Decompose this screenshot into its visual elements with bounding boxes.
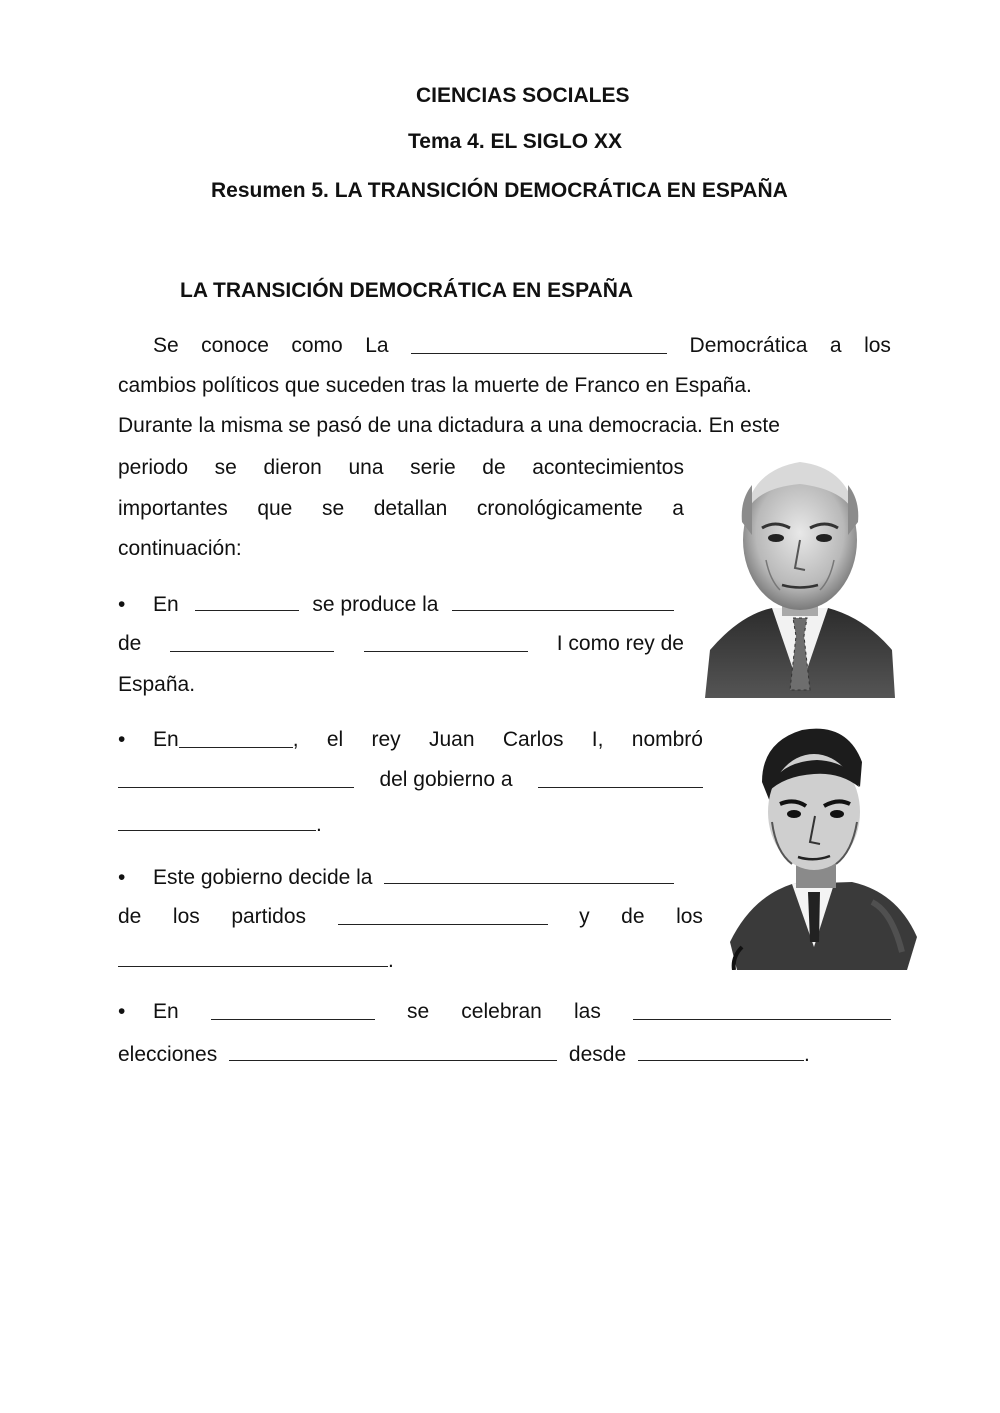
blank-year-1[interactable] — [195, 590, 299, 611]
intro-line-5: importantes que se detallan cronológicamente a — [118, 497, 684, 520]
portrait-king-image — [700, 440, 900, 698]
blank-democratic[interactable] — [229, 1040, 557, 1061]
section-title: LA TRANSICIÓN DEMOCRÁTICA EN ESPAÑA — [180, 279, 634, 302]
list-item-1-line-2: de I como rey de — [118, 632, 684, 655]
intro-line-6: continuación: — [118, 537, 242, 560]
blank-parties[interactable] — [338, 904, 548, 925]
summary-title: Resumen 5. LA TRANSICIÓN DEMOCRÁTICA EN ESPAÑA — [211, 179, 788, 202]
topic-title: Tema 4. EL SIGLO XX — [408, 130, 622, 153]
intro-line-4: periodo se dieron una serie de acontecimientos — [118, 456, 684, 479]
list-item-1-line-3: España. — [118, 673, 196, 696]
list-item-2-line-2: del gobierno a — [118, 767, 703, 793]
blank-unions[interactable] — [118, 946, 388, 967]
list-item-3-line-1: • Este gobierno decide la — [118, 863, 674, 891]
blank-position[interactable] — [118, 767, 354, 788]
list-item-2-line-1: • En , el rey Juan Carlos I, nombró — [118, 728, 703, 751]
blank-transicion[interactable] — [411, 333, 667, 354]
intro-line-1: Se conoce como La Democrática a los — [153, 334, 891, 357]
blank-event-1[interactable] — [452, 590, 674, 611]
subject-title: CIENCIAS SOCIALES — [416, 84, 630, 107]
intro-line-3: Durante la misma se pasó de una dictadura a una democracia. En este — [118, 414, 780, 437]
blank-first[interactable] — [633, 999, 891, 1020]
blank-person-1[interactable] — [538, 767, 703, 788]
list-item-1-line-1: • En se produce la — [118, 590, 674, 618]
blank-legalization[interactable] — [384, 863, 674, 884]
list-item-4-line-1: • En se celebran las — [118, 999, 891, 1025]
blank-year-2[interactable] — [179, 727, 293, 748]
list-item-2-line-3: . — [118, 810, 322, 838]
blank-since[interactable] — [638, 1040, 804, 1061]
list-item-3-line-3: . — [118, 946, 394, 974]
blank-year-4[interactable] — [211, 999, 375, 1020]
list-item-4-line-2: elecciones desde . — [118, 1040, 810, 1068]
blank-name-2[interactable] — [364, 631, 528, 652]
list-item-3-line-2: de los partidos y de los — [118, 905, 703, 928]
blank-person-2[interactable] — [118, 810, 316, 831]
portrait-suarez-image — [722, 712, 922, 970]
intro-line-2: cambios políticos que suceden tras la muerte de Franco en España. — [118, 374, 752, 397]
blank-name-1[interactable] — [170, 631, 334, 652]
